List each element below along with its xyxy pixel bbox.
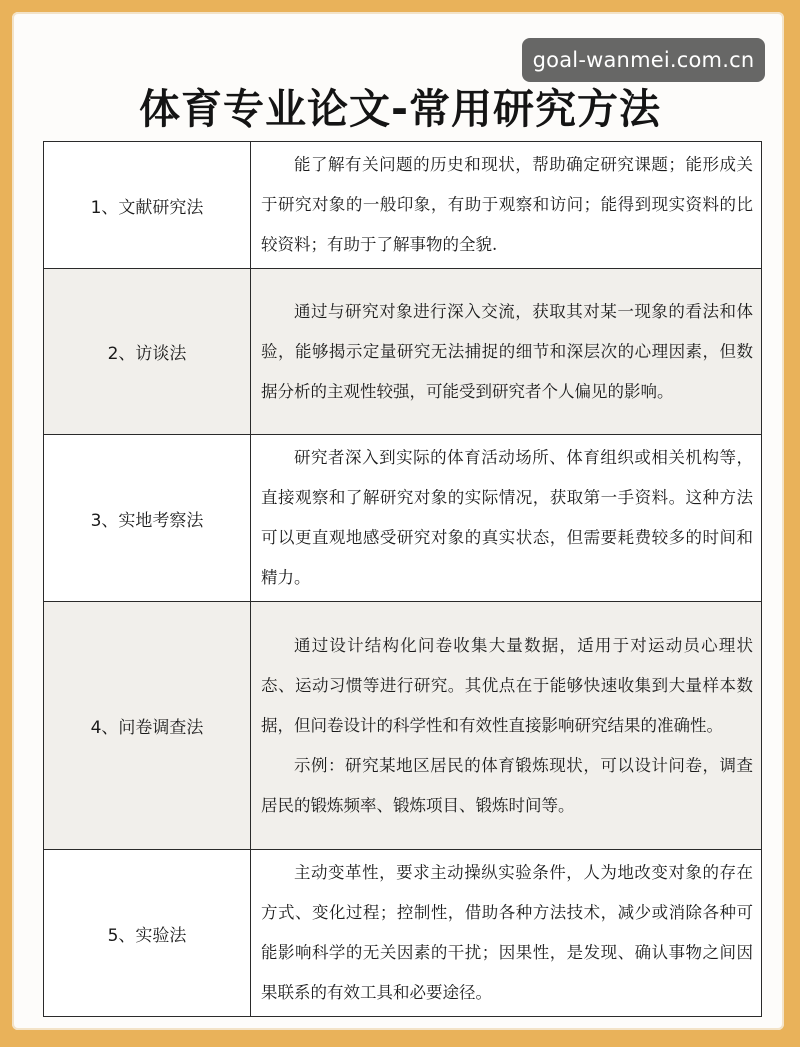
method-description [251, 435, 762, 602]
method-name: 4、问卷调查法 [44, 602, 251, 850]
methods-table [43, 141, 762, 1017]
description-paragraph: 主动变革性，要求主动操纵实验条件，人为地改变对象的存在方式、变化过程；控制性，借助各种方法技术，减少或消除各种可能影响科学的无关因素的干扰；因果性，是发现、确认事物之间因果联系的有效工具和必要途径。 [261, 863, 753, 1002]
method-name: 3、实地考察法 [44, 435, 251, 602]
method-description [251, 142, 762, 269]
table-row-field-study [44, 435, 762, 602]
description-paragraph: 能了解有关问题的历史和现状，帮助确定研究课题；能形成关于研究对象的一般印象，有助于观察和访问；能得到现实资料的比较资料；有助于了解事物的全貌. [261, 155, 753, 254]
table-row-interview [44, 269, 762, 435]
description-paragraph: 通过与研究对象进行深入交流，获取其对某一现象的看法和体验，能够揭示定量研究无法捕捉的细节和深层次的心理因素，但数据分析的主观性较强，可能受到研究者个人偏见的影响。 [261, 301, 753, 401]
description-paragraph: 通过设计结构化问卷收集大量数据，适用于对运动员心理状态、运动习惯等进行研究。其优点在于能够快速收集到大量样本数据，但问卷设计的科学性和有效性直接影响研究结果的准确性。 [261, 635, 753, 735]
page-title: 体育专业论文-常用研究方法 [138, 85, 661, 133]
table-row-experiment [44, 850, 762, 1017]
site-watermark: goal-wanmei.com.cn [522, 38, 765, 82]
example-paragraph: 示例：研究某地区居民的体育锻炼现状，可以设计问卷，调查居民的锻炼频率、锻炼项目、锻炼时间等。 [261, 755, 753, 815]
description-paragraph: 研究者深入到实际的体育活动场所、体育组织或相关机构等，直接观察和了解研究对象的实际情况，获取第一手资料。这种方法可以更直观地感受研究对象的真实状态，但需要耗费较多的时间和精力。 [261, 448, 753, 587]
table-row-questionnaire [44, 602, 762, 850]
method-description [251, 850, 762, 1017]
method-name: 2、访谈法 [44, 269, 251, 435]
method-description [251, 602, 762, 850]
method-description [251, 269, 762, 435]
method-name: 1、文献研究法 [44, 142, 251, 269]
table-row-literature [44, 142, 762, 269]
method-name: 5、实验法 [44, 850, 251, 1017]
